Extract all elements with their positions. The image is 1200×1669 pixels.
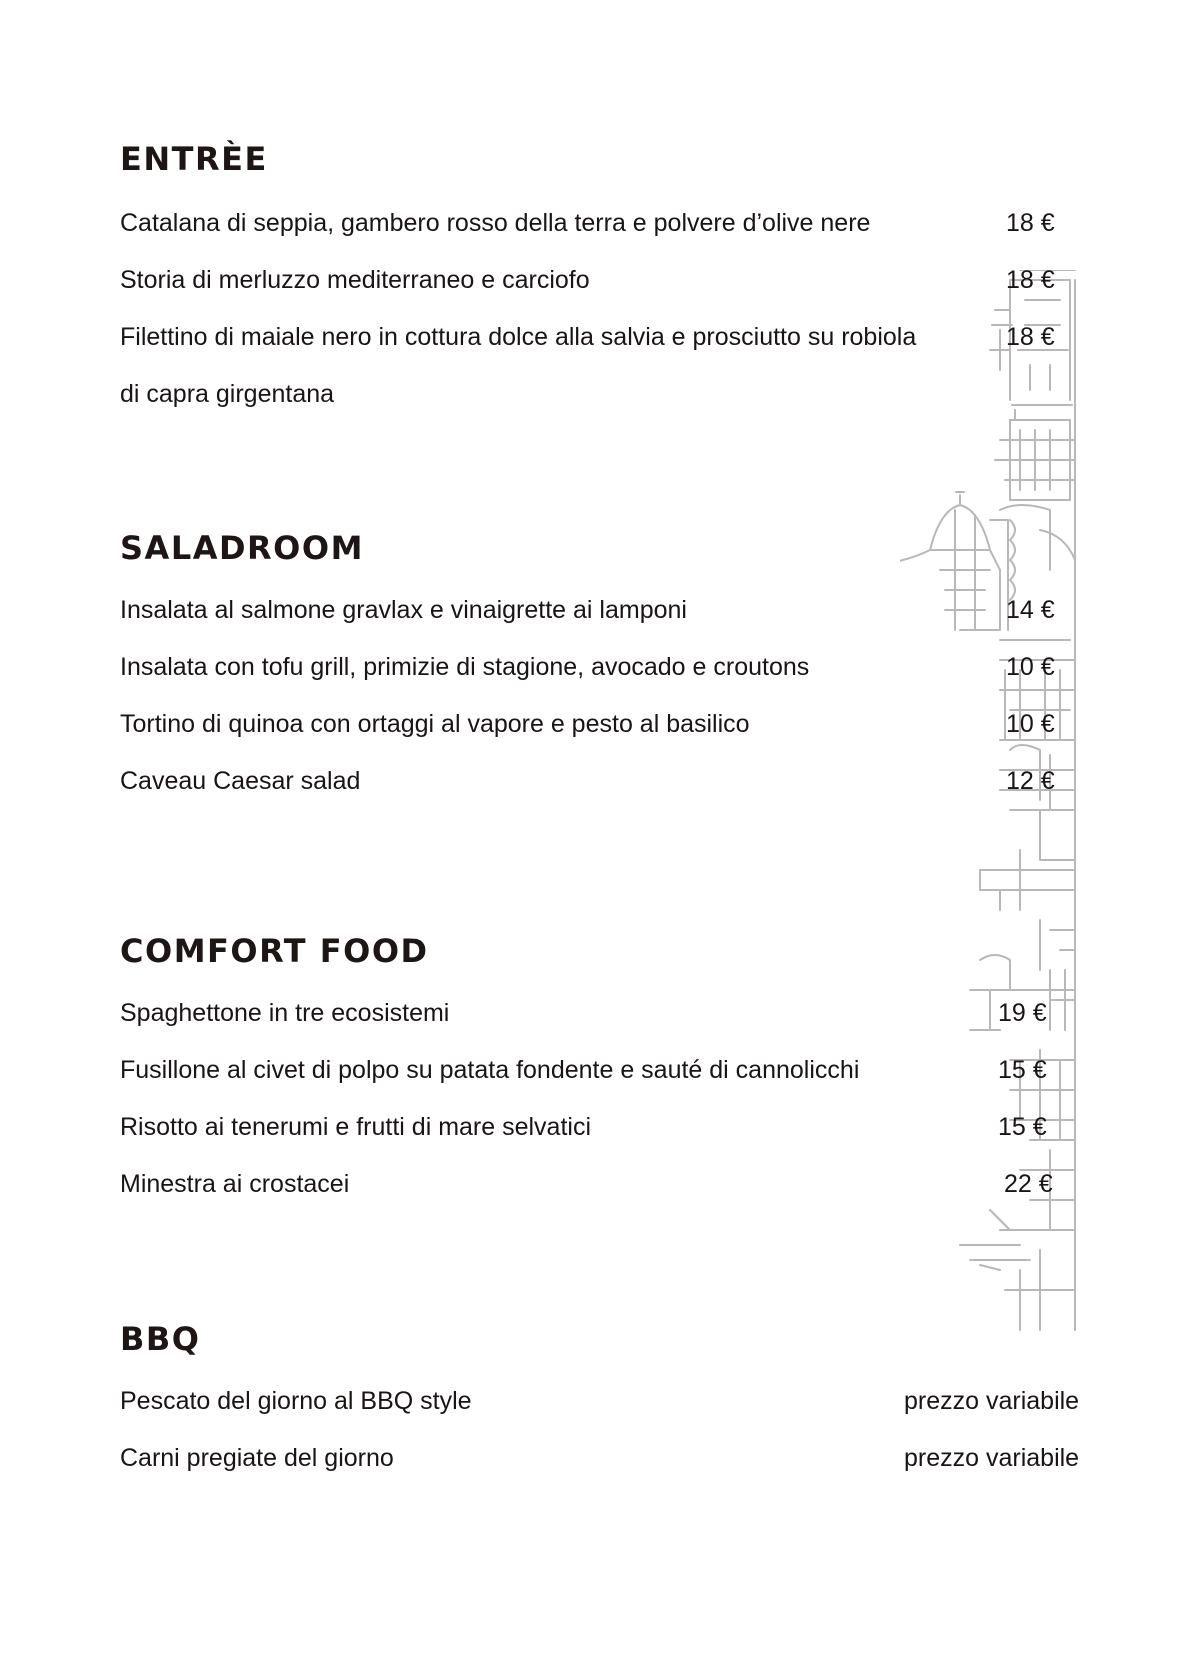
menu-item [120, 203, 1100, 243]
item-price: 15 € [998, 1113, 1047, 1141]
menu-item [120, 993, 1100, 1033]
item-price: 12 € [1006, 767, 1055, 795]
section-title-saladroom: SALADROOM [120, 529, 364, 567]
item-price: prezzo variabile [904, 1444, 1080, 1472]
item-name: Storia di merluzzo mediterraneo e carciofo [120, 266, 590, 294]
item-price: 10 € [1006, 710, 1055, 738]
item-name: Minestra ai crostacei [120, 1170, 350, 1198]
menu-item [120, 590, 1100, 630]
menu-item [120, 260, 1100, 300]
item-price: 10 € [1006, 653, 1055, 681]
item-price: 22 € [1004, 1170, 1053, 1198]
item-price: prezzo variabile [904, 1387, 1080, 1415]
item-name: Filettino di maiale nero in cottura dolce alla salvia e prosciutto su robiola [120, 323, 917, 351]
menu-item [120, 761, 1100, 801]
item-price: 18 € [1006, 323, 1055, 351]
item-name: Caveau Caesar salad [120, 767, 361, 795]
item-name: Insalata con tofu grill, primizie di stagione, avocado e croutons [120, 653, 810, 681]
item-price: 19 € [998, 999, 1047, 1027]
item-name: Insalata al salmone gravlax e vinaigrette ai lamponi [120, 596, 687, 624]
section-title-bbq: BBQ [120, 1320, 201, 1358]
section-title-comfort-food: COMFORT FOOD [120, 932, 429, 970]
menu-item [120, 1438, 1100, 1478]
menu-item-continuation [120, 374, 1100, 414]
menu-item [120, 1381, 1100, 1421]
item-name-line2: di capra girgentana [120, 380, 335, 408]
section-title-entree: ENTRÈE [120, 140, 268, 178]
item-name: Tortino di quinoa con ortaggi al vapore e pesto al basilico [120, 710, 750, 738]
item-name: Catalana di seppia, gambero rosso della terra e polvere d’olive nere [120, 209, 871, 237]
menu-item [120, 1107, 1100, 1147]
item-name: Carni pregiate del giorno [120, 1444, 394, 1472]
menu-item [120, 647, 1100, 687]
item-price: 14 € [1006, 596, 1055, 624]
item-name: Pescato del giorno al BBQ style [120, 1387, 472, 1415]
item-price: 18 € [1006, 209, 1055, 237]
item-price: 15 € [998, 1056, 1047, 1084]
item-price: 18 € [1006, 266, 1055, 294]
item-name: Spaghettone in tre ecosistemi [120, 999, 450, 1027]
menu-item [120, 1050, 1100, 1090]
item-name: Risotto ai tenerumi e frutti di mare selvatici [120, 1113, 592, 1141]
menu-item [120, 317, 1100, 357]
item-name: Fusillone al civet di polpo su patata fondente e sauté di cannolicchi [120, 1056, 860, 1084]
menu-item [120, 704, 1100, 744]
menu-item [120, 1164, 1100, 1204]
